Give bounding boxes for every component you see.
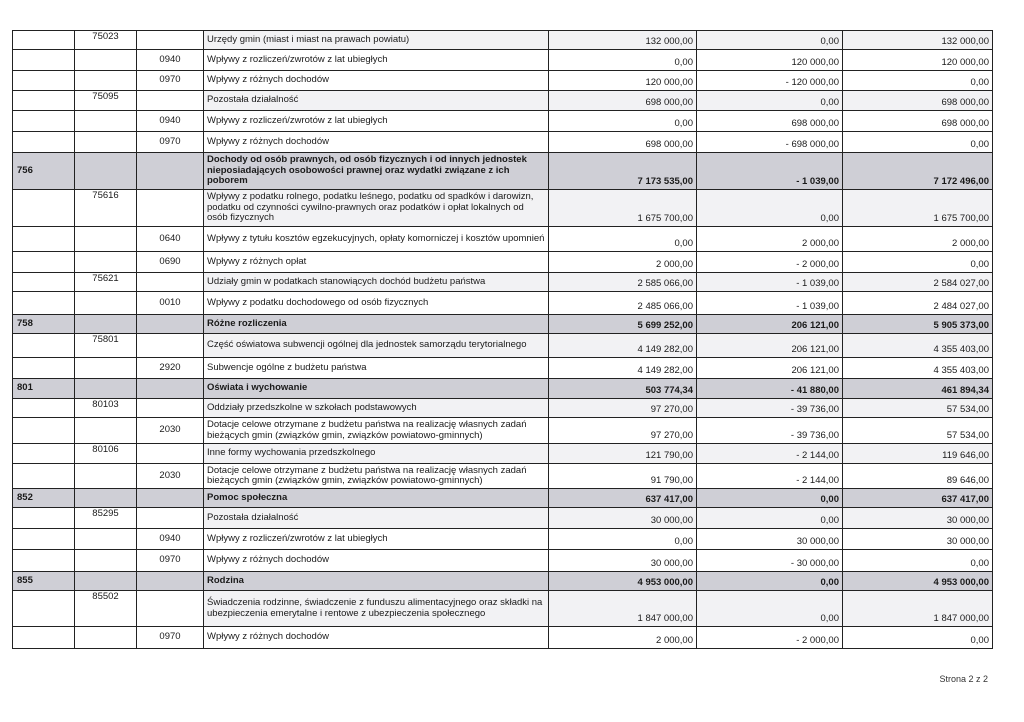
section-row bbox=[13, 273, 993, 292]
change-amount-cell: - 30 000,00 bbox=[697, 550, 843, 572]
paragraph-row bbox=[13, 418, 993, 444]
paragraf-cell: 2030 bbox=[137, 464, 204, 489]
description-cell: Pozostała działalność bbox=[204, 91, 549, 111]
rozdzial-cell bbox=[75, 71, 137, 91]
paragraf-cell bbox=[137, 334, 204, 358]
description-cell: Wpływy z podatku rolnego, podatku leśnego, podatku od spadków i darowizn, podatku od czynności cywilno-prawnych oraz podatków i opłat lokalnych od osób fizycznych bbox=[204, 190, 549, 227]
change-amount-cell: - 39 736,00 bbox=[697, 418, 843, 444]
plan-amount-cell: 30 000,00 bbox=[549, 550, 697, 572]
description-cell: Oświata i wychowanie bbox=[204, 379, 549, 399]
change-amount-cell: - 2 144,00 bbox=[697, 444, 843, 464]
chapter-row bbox=[13, 379, 993, 399]
amount-after-change-cell: 698 000,00 bbox=[843, 111, 993, 132]
description-cell: Dochody od osób prawnych, od osób fizycznych i od innych jednostek nieposiadających osobowości prawnej oraz wydatki związane z ich poborem bbox=[204, 153, 549, 190]
paragraf-cell bbox=[137, 315, 204, 334]
description-cell: Wpływy z różnych dochodów bbox=[204, 132, 549, 153]
rozdzial-cell bbox=[75, 529, 137, 550]
paragraf-cell: 0970 bbox=[137, 71, 204, 91]
description-cell: Oddziały przedszkolne w szkołach podstawowych bbox=[204, 399, 549, 418]
description-cell: Różne rozliczenia bbox=[204, 315, 549, 334]
paragraph-row bbox=[13, 252, 993, 273]
plan-amount-cell: 637 417,00 bbox=[549, 489, 697, 508]
paragraph-row bbox=[13, 529, 993, 550]
description-cell: Subwencje ogólne z budżetu państwa bbox=[204, 358, 549, 379]
section-row bbox=[13, 444, 993, 464]
rozdzial-cell bbox=[75, 627, 137, 649]
plan-amount-cell: 30 000,00 bbox=[549, 508, 697, 529]
amount-after-change-cell: 120 000,00 bbox=[843, 50, 993, 71]
change-amount-cell: - 1 039,00 bbox=[697, 292, 843, 315]
amount-after-change-cell: 57 534,00 bbox=[843, 399, 993, 418]
dzial-cell bbox=[13, 334, 75, 358]
dzial-cell bbox=[13, 418, 75, 444]
paragraf-cell bbox=[137, 591, 204, 627]
change-amount-cell: - 2 000,00 bbox=[697, 627, 843, 649]
dzial-cell bbox=[13, 591, 75, 627]
amount-after-change-cell: 461 894,34 bbox=[843, 379, 993, 399]
change-amount-cell: 0,00 bbox=[697, 508, 843, 529]
description-cell: Świadczenia rodzinne, świadczenie z funduszu alimentacyjnego oraz składki na ubezpieczenia emerytalne i rentowe z ubezpieczenia społecznego bbox=[204, 591, 549, 627]
description-cell: Wpływy z różnych dochodów bbox=[204, 627, 549, 649]
dzial-cell bbox=[13, 31, 75, 50]
section-row bbox=[13, 399, 993, 418]
paragraf-cell: 0940 bbox=[137, 529, 204, 550]
rozdzial-cell: 75616 bbox=[75, 190, 137, 227]
dzial-cell bbox=[13, 550, 75, 572]
amount-after-change-cell: 119 646,00 bbox=[843, 444, 993, 464]
dzial-cell bbox=[13, 627, 75, 649]
plan-amount-cell: 91 790,00 bbox=[549, 464, 697, 489]
rozdzial-cell bbox=[75, 50, 137, 71]
dzial-cell bbox=[13, 529, 75, 550]
amount-after-change-cell: 30 000,00 bbox=[843, 529, 993, 550]
description-cell: Inne formy wychowania przedszkolnego bbox=[204, 444, 549, 464]
amount-after-change-cell: 57 534,00 bbox=[843, 418, 993, 444]
description-cell: Pomoc społeczna bbox=[204, 489, 549, 508]
paragraf-cell: 0970 bbox=[137, 550, 204, 572]
description-cell: Wpływy z rozliczeń/zwrotów z lat ubiegłych bbox=[204, 50, 549, 71]
plan-amount-cell: 7 173 535,00 bbox=[549, 153, 697, 190]
amount-after-change-cell: 4 355 403,00 bbox=[843, 358, 993, 379]
amount-after-change-cell: 132 000,00 bbox=[843, 31, 993, 50]
plan-amount-cell: 4 149 282,00 bbox=[549, 334, 697, 358]
paragraf-cell bbox=[137, 31, 204, 50]
amount-after-change-cell: 5 905 373,00 bbox=[843, 315, 993, 334]
paragraf-cell: 0970 bbox=[137, 627, 204, 649]
paragraph-row bbox=[13, 132, 993, 153]
section-row bbox=[13, 190, 993, 227]
description-cell: Wpływy z różnych opłat bbox=[204, 252, 549, 273]
rozdzial-cell bbox=[75, 132, 137, 153]
paragraf-cell: 0640 bbox=[137, 227, 204, 252]
rozdzial-cell: 85295 bbox=[75, 508, 137, 529]
page-number: Strona 2 z 2 bbox=[939, 674, 988, 684]
description-cell: Wpływy z rozliczeń/zwrotów z lat ubiegłych bbox=[204, 111, 549, 132]
dzial-cell bbox=[13, 91, 75, 111]
amount-after-change-cell: 0,00 bbox=[843, 550, 993, 572]
paragraph-row bbox=[13, 550, 993, 572]
plan-amount-cell: 0,00 bbox=[549, 111, 697, 132]
paragraph-row bbox=[13, 358, 993, 379]
dzial-cell bbox=[13, 292, 75, 315]
plan-amount-cell: 2 485 066,00 bbox=[549, 292, 697, 315]
amount-after-change-cell: 2 484 027,00 bbox=[843, 292, 993, 315]
dzial-cell bbox=[13, 399, 75, 418]
amount-after-change-cell: 698 000,00 bbox=[843, 91, 993, 111]
rozdzial-cell bbox=[75, 111, 137, 132]
change-amount-cell: - 2 000,00 bbox=[697, 252, 843, 273]
paragraph-row bbox=[13, 292, 993, 315]
dzial-cell: 852 bbox=[13, 489, 75, 508]
amount-after-change-cell: 2 584 027,00 bbox=[843, 273, 993, 292]
amount-after-change-cell: 0,00 bbox=[843, 252, 993, 273]
section-row bbox=[13, 31, 993, 50]
plan-amount-cell: 1 847 000,00 bbox=[549, 591, 697, 627]
dzial-cell: 758 bbox=[13, 315, 75, 334]
dzial-cell bbox=[13, 252, 75, 273]
rozdzial-cell: 75801 bbox=[75, 334, 137, 358]
rozdzial-cell: 80103 bbox=[75, 399, 137, 418]
description-cell: Wpływy z rozliczeń/zwrotów z lat ubiegłych bbox=[204, 529, 549, 550]
plan-amount-cell: 0,00 bbox=[549, 529, 697, 550]
paragraf-cell: 0690 bbox=[137, 252, 204, 273]
paragraph-row bbox=[13, 627, 993, 649]
change-amount-cell: - 41 880,00 bbox=[697, 379, 843, 399]
description-cell: Urzędy gmin (miast i miast na prawach powiatu) bbox=[204, 31, 549, 50]
budget-table-page bbox=[12, 30, 992, 649]
rozdzial-cell: 75621 bbox=[75, 273, 137, 292]
amount-after-change-cell: 0,00 bbox=[843, 132, 993, 153]
plan-amount-cell: 0,00 bbox=[549, 227, 697, 252]
rozdzial-cell bbox=[75, 315, 137, 334]
plan-amount-cell: 120 000,00 bbox=[549, 71, 697, 91]
amount-after-change-cell: 0,00 bbox=[843, 71, 993, 91]
chapter-row bbox=[13, 572, 993, 591]
change-amount-cell: - 120 000,00 bbox=[697, 71, 843, 91]
plan-amount-cell: 121 790,00 bbox=[549, 444, 697, 464]
change-amount-cell: 206 121,00 bbox=[697, 315, 843, 334]
paragraf-cell bbox=[137, 190, 204, 227]
section-row bbox=[13, 334, 993, 358]
plan-amount-cell: 2 000,00 bbox=[549, 627, 697, 649]
chapter-row bbox=[13, 489, 993, 508]
amount-after-change-cell: 1 675 700,00 bbox=[843, 190, 993, 227]
change-amount-cell: 30 000,00 bbox=[697, 529, 843, 550]
paragraf-cell bbox=[137, 153, 204, 190]
rozdzial-cell bbox=[75, 227, 137, 252]
rozdzial-cell: 80106 bbox=[75, 444, 137, 464]
change-amount-cell: - 1 039,00 bbox=[697, 153, 843, 190]
paragraph-row bbox=[13, 111, 993, 132]
rozdzial-cell bbox=[75, 153, 137, 190]
description-cell: Wpływy z podatku dochodowego od osób fizycznych bbox=[204, 292, 549, 315]
paragraph-row bbox=[13, 464, 993, 489]
chapter-row bbox=[13, 315, 993, 334]
dzial-cell bbox=[13, 71, 75, 91]
change-amount-cell: 2 000,00 bbox=[697, 227, 843, 252]
plan-amount-cell: 97 270,00 bbox=[549, 418, 697, 444]
section-row bbox=[13, 591, 993, 627]
paragraf-cell bbox=[137, 489, 204, 508]
amount-after-change-cell: 637 417,00 bbox=[843, 489, 993, 508]
rozdzial-cell bbox=[75, 379, 137, 399]
paragraf-cell bbox=[137, 399, 204, 418]
section-row bbox=[13, 91, 993, 111]
plan-amount-cell: 1 675 700,00 bbox=[549, 190, 697, 227]
amount-after-change-cell: 30 000,00 bbox=[843, 508, 993, 529]
plan-amount-cell: 132 000,00 bbox=[549, 31, 697, 50]
change-amount-cell: - 698 000,00 bbox=[697, 132, 843, 153]
rozdzial-cell bbox=[75, 464, 137, 489]
amount-after-change-cell: 1 847 000,00 bbox=[843, 591, 993, 627]
change-amount-cell: 698 000,00 bbox=[697, 111, 843, 132]
paragraph-row bbox=[13, 71, 993, 91]
rozdzial-cell bbox=[75, 358, 137, 379]
change-amount-cell: - 2 144,00 bbox=[697, 464, 843, 489]
paragraf-cell: 2920 bbox=[137, 358, 204, 379]
plan-amount-cell: 5 699 252,00 bbox=[549, 315, 697, 334]
paragraph-row bbox=[13, 227, 993, 252]
plan-amount-cell: 4 149 282,00 bbox=[549, 358, 697, 379]
dzial-cell bbox=[13, 50, 75, 71]
rozdzial-cell bbox=[75, 572, 137, 591]
description-cell: Wpływy z różnych dochodów bbox=[204, 550, 549, 572]
plan-amount-cell: 698 000,00 bbox=[549, 91, 697, 111]
budget-table-body bbox=[13, 31, 993, 649]
paragraf-cell bbox=[137, 91, 204, 111]
change-amount-cell: 0,00 bbox=[697, 190, 843, 227]
rozdzial-cell bbox=[75, 292, 137, 315]
change-amount-cell: 0,00 bbox=[697, 572, 843, 591]
description-cell: Pozostała działalność bbox=[204, 508, 549, 529]
change-amount-cell: 0,00 bbox=[697, 489, 843, 508]
amount-after-change-cell: 4 953 000,00 bbox=[843, 572, 993, 591]
change-amount-cell: 206 121,00 bbox=[697, 334, 843, 358]
dzial-cell bbox=[13, 444, 75, 464]
change-amount-cell: 0,00 bbox=[697, 91, 843, 111]
amount-after-change-cell: 4 355 403,00 bbox=[843, 334, 993, 358]
paragraf-cell bbox=[137, 444, 204, 464]
plan-amount-cell: 2 585 066,00 bbox=[549, 273, 697, 292]
rozdzial-cell: 75095 bbox=[75, 91, 137, 111]
paragraf-cell: 2030 bbox=[137, 418, 204, 444]
budget-table bbox=[12, 30, 993, 649]
paragraf-cell: 0940 bbox=[137, 111, 204, 132]
plan-amount-cell: 2 000,00 bbox=[549, 252, 697, 273]
change-amount-cell: 0,00 bbox=[697, 31, 843, 50]
rozdzial-cell bbox=[75, 489, 137, 508]
dzial-cell bbox=[13, 190, 75, 227]
section-row bbox=[13, 508, 993, 529]
paragraf-cell bbox=[137, 572, 204, 591]
plan-amount-cell: 698 000,00 bbox=[549, 132, 697, 153]
amount-after-change-cell: 2 000,00 bbox=[843, 227, 993, 252]
paragraf-cell bbox=[137, 273, 204, 292]
description-cell: Dotacje celowe otrzymane z budżetu państwa na realizację własnych zadań bieżących gmin (związków gmin, związków powiatowo-gminnych) bbox=[204, 418, 549, 444]
rozdzial-cell bbox=[75, 550, 137, 572]
description-cell: Udziały gmin w podatkach stanowiących dochód budżetu państwa bbox=[204, 273, 549, 292]
dzial-cell: 756 bbox=[13, 153, 75, 190]
change-amount-cell: 206 121,00 bbox=[697, 358, 843, 379]
description-cell: Rodzina bbox=[204, 572, 549, 591]
dzial-cell bbox=[13, 132, 75, 153]
paragraph-row bbox=[13, 50, 993, 71]
amount-after-change-cell: 0,00 bbox=[843, 627, 993, 649]
chapter-row bbox=[13, 153, 993, 190]
dzial-cell bbox=[13, 227, 75, 252]
plan-amount-cell: 97 270,00 bbox=[549, 399, 697, 418]
description-cell: Dotacje celowe otrzymane z budżetu państwa na realizację własnych zadań bieżących gmin (związków gmin, związków powiatowo-gminnych) bbox=[204, 464, 549, 489]
rozdzial-cell bbox=[75, 418, 137, 444]
amount-after-change-cell: 7 172 496,00 bbox=[843, 153, 993, 190]
description-cell: Część oświatowa subwencji ogólnej dla jednostek samorządu terytorialnego bbox=[204, 334, 549, 358]
change-amount-cell: - 39 736,00 bbox=[697, 399, 843, 418]
dzial-cell: 801 bbox=[13, 379, 75, 399]
change-amount-cell: - 1 039,00 bbox=[697, 273, 843, 292]
plan-amount-cell: 503 774,34 bbox=[549, 379, 697, 399]
rozdzial-cell: 75023 bbox=[75, 31, 137, 50]
change-amount-cell: 120 000,00 bbox=[697, 50, 843, 71]
amount-after-change-cell: 89 646,00 bbox=[843, 464, 993, 489]
dzial-cell bbox=[13, 464, 75, 489]
dzial-cell: 855 bbox=[13, 572, 75, 591]
paragraf-cell bbox=[137, 379, 204, 399]
change-amount-cell: 0,00 bbox=[697, 591, 843, 627]
paragraf-cell bbox=[137, 508, 204, 529]
description-cell: Wpływy z różnych dochodów bbox=[204, 71, 549, 91]
dzial-cell bbox=[13, 111, 75, 132]
dzial-cell bbox=[13, 508, 75, 529]
rozdzial-cell: 85502 bbox=[75, 591, 137, 627]
rozdzial-cell bbox=[75, 252, 137, 273]
plan-amount-cell: 0,00 bbox=[549, 50, 697, 71]
paragraf-cell: 0940 bbox=[137, 50, 204, 71]
paragraf-cell: 0010 bbox=[137, 292, 204, 315]
dzial-cell bbox=[13, 273, 75, 292]
paragraf-cell: 0970 bbox=[137, 132, 204, 153]
dzial-cell bbox=[13, 358, 75, 379]
description-cell: Wpływy z tytułu kosztów egzekucyjnych, opłaty komorniczej i kosztów upomnień bbox=[204, 227, 549, 252]
plan-amount-cell: 4 953 000,00 bbox=[549, 572, 697, 591]
